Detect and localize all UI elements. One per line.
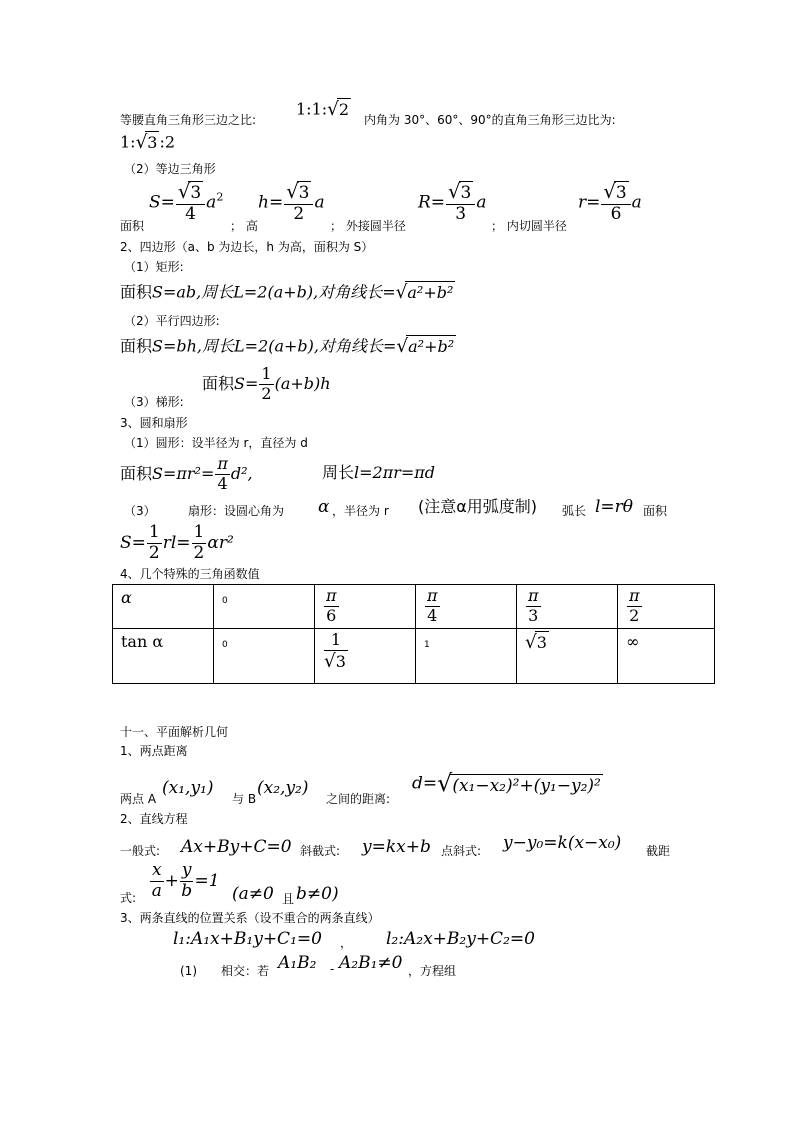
table-cell: √3 — [517, 629, 618, 684]
point-slope-eq: y−y₀=k(x−x₀) — [503, 833, 622, 853]
distance-text-c: 之间的距离: — [326, 792, 391, 806]
intersect-tail: ，方程组 — [408, 964, 457, 978]
row-label-alpha: α — [113, 585, 214, 629]
sector-radius-text: ，半径为 r — [332, 504, 389, 518]
circumradius-formula: R= $\frac{√3}{3}$ a — [418, 180, 487, 224]
table-cell: 0 — [214, 585, 315, 629]
quadrilateral-heading: 2、四边形（a、b 为边长，h 为高，面积为 S） — [120, 240, 374, 254]
table-row — [113, 585, 715, 629]
table-cell: $\frac{\pi}{3}$ — [517, 585, 618, 629]
inradius-label: ； 内切圆半径 — [491, 219, 567, 233]
sector-arc-formula: l=rθ — [595, 497, 634, 517]
point-b: (x₂,y₂) — [257, 778, 309, 798]
distance-text-b: 与 B — [232, 792, 257, 806]
inradius-formula: r= $\frac{√3}{6}$ a — [578, 180, 642, 224]
equilateral-heading: （2）等边三角形 — [124, 162, 216, 176]
intersect-dash: - — [330, 962, 335, 976]
intersect-term-2: A₂B₁≠0 — [339, 953, 403, 973]
circle-sector-heading: 3、圆和扇形 — [120, 416, 188, 430]
intersect-number: (1) — [180, 964, 197, 978]
height-formula: h= $\frac{√3}{2}$ a — [258, 180, 325, 224]
table-cell: $\frac{1}{√3}$ — [315, 629, 416, 684]
circumradius-label: ； 外接圆半径 — [330, 219, 406, 233]
sector-alpha: α — [318, 497, 330, 517]
area-label: 面积 — [120, 219, 145, 233]
line-equation-heading: 2、直线方程 — [120, 812, 188, 826]
intercept-condition-b: b≠0) — [296, 884, 339, 904]
point-slope-label: 点斜式: — [441, 844, 482, 858]
table-cell: $\frac{\pi}{6}$ — [315, 585, 416, 629]
rectangle-heading: （1）矩形: — [124, 260, 184, 274]
circle-perimeter-formula: 周长l=2πr=πd — [322, 463, 436, 482]
trig-values-table — [112, 584, 715, 684]
line-position-heading: 3、两条直线的位置关系（设不重合的两条直线） — [120, 911, 380, 925]
distance-text-a: 两点 A — [120, 792, 157, 806]
table-cell: 0 — [214, 629, 315, 684]
trapezoid-formula: 面积S= $\frac{1}{2}$ (a+b)h — [202, 364, 331, 403]
parallelogram-heading: （2）平行四边形: — [124, 314, 220, 328]
table-cell: $\frac{\pi}{4}$ — [416, 585, 517, 629]
table-cell: ∞ — [618, 629, 715, 684]
sector-heading: 扇形：设圆心角为 — [188, 504, 285, 518]
30-60-90-ratio-text: 内角为 30°、60°、90°的直角三角形三边比为: — [364, 113, 616, 127]
trig-heading: 4、几个特殊的三角函数值 — [120, 567, 260, 581]
intercept-condition-and: 且 — [282, 892, 295, 906]
circle-heading: （1）圆形：设半径为 r，直径为 d — [124, 436, 308, 450]
intersect-term-1: A₁B₂ — [278, 953, 317, 973]
trapezoid-heading: （3）梯形: — [124, 395, 184, 409]
sector-number: （3） — [124, 504, 156, 518]
sector-area-label: 面积 — [643, 504, 668, 518]
sector-radian-note: (注意α用弧度制) — [418, 497, 538, 516]
intersect-label: 相交：若 — [221, 964, 270, 978]
circle-area-formula: 面积S=πr²= $\frac{\pi}{4}$ d², — [120, 454, 253, 493]
general-form-label: 一般式: — [120, 844, 161, 858]
point-a: (x₁,y₁) — [162, 778, 214, 798]
intercept-label: 截距 — [646, 844, 671, 858]
parallelogram-formula: 面积S=bh,周长L=2(a+b),对角线长=√a²+b² — [120, 336, 455, 357]
rectangle-formula: 面积S=ab,周长L=2(a+b),对角线长=√a²+b² — [120, 282, 454, 303]
line-l2-eq: l₂:A₂x+B₂y+C₂=0 — [386, 929, 535, 949]
30-60-90-ratio-formula: 1:√3 :2 — [120, 132, 176, 153]
table-row — [113, 629, 715, 684]
distance-formula: d=√(x₁−x₂)²+(y₁−y₂)² — [412, 769, 601, 797]
sector-area-formula: S= $\frac{1}{2}$ rl= $\frac{1}{2}$ αr² — [120, 522, 234, 563]
isosceles-right-ratio-text: 等腰直角三角形三边之比: — [120, 113, 257, 127]
row-label-tan: tan α — [113, 629, 214, 684]
table-cell: $\frac{\pi}{2}$ — [618, 585, 715, 629]
intercept-condition-a: (a≠0 — [232, 884, 274, 904]
distance-heading: 1、两点距离 — [120, 744, 188, 758]
intercept-label-2: 式: — [120, 891, 137, 905]
table-cell: 1 — [416, 629, 517, 684]
slope-intercept-label: 斜截式: — [300, 844, 341, 858]
intercept-form-eq: $\frac{x}{a}$ + $\frac{y}{b}$ =1 — [151, 860, 220, 901]
area-formula: S= $\frac{√3}{4}$ $a^2$ — [149, 180, 224, 224]
sector-arc-label: 弧长 — [562, 504, 587, 518]
analytic-geometry-heading: 十一、平面解析几何 — [120, 725, 229, 739]
isosceles-ratio-formula: 1:1:√2 — [296, 99, 350, 120]
slope-intercept-eq: y=kx+b — [362, 837, 431, 857]
general-form-eq: Ax+By+C=0 — [181, 837, 292, 857]
comma-separator: ， — [340, 936, 353, 950]
height-label: ； 高 — [230, 219, 258, 233]
line-l1-eq: l₁:A₁x+B₁y+C₁=0 — [173, 929, 322, 949]
